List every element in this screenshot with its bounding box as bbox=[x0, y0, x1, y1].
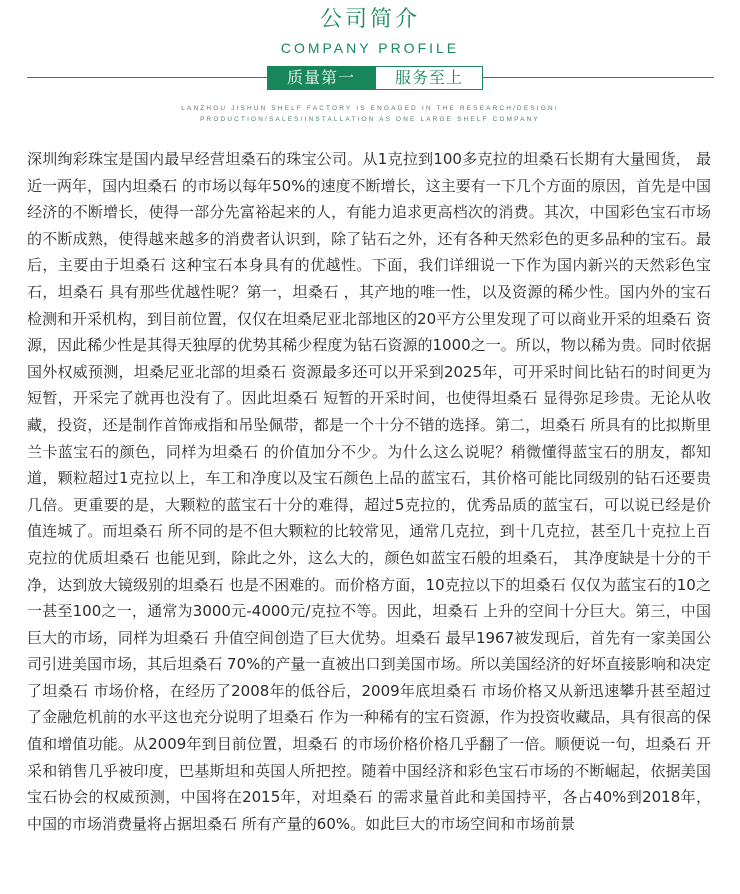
company-introduction-text: 深圳绚彩珠宝是国内最早经营坦桑石的珠宝公司。从1克拉到100多克拉的坦桑石长期有大量囤货， 最近一两年，国内坦桑石 的市场以每年50%的速度不断增长，这主要有一下几个方面的原因，首先是中国经济的不断增长，使得一部分先富裕起来的人，有能力追求更高档次的消费。其次，中国彩色宝石市场的不断成熟，使得越来越多的消费者认识到，除了钻石之外，还有各种天然彩色的更多品种的宝石。最后，主要由于坦桑石 这种宝石本身具有的优越性。下面，我们详细说一下作为国内新兴的天然彩色宝石，坦桑石 具有那些优越性呢？第一，坦桑石 ，其产地的唯一性，以及资源的稀少性。国内外的宝石检测和开采机构，到目前位置，仅仅在坦桑尼亚北部地区的20平方公里发现了可以商业开采的坦桑石 资源，因此稀少性是其得天独厚的优势其稀少程度为钻石资源的1000之一。所以，物以稀为贵。同时依据国外权威预测，坦桑尼亚北部的坦桑石 资源最多还可以开采到2025年，可开采时间比钻石的时间更为短暂，开采完了就再也没有了。因此坦桑石 短暂的开采时间，也使得坦桑石 显得弥足珍贵。无论从收藏，投资，还是制作首饰戒指和吊坠佩带，都是一个十分不错的选择。第二，坦桑石 所具有的比拟斯里兰卡蓝宝石的颜色，同样为坦桑石 的价值加分不少。为什么这么说呢？稍微懂得蓝宝石的朋友，都知道，颗粒超过1克拉以上，车工和净度以及宝石颜色上品的蓝宝石，其价格可能比同级别的钻石还要贵几倍。更重要的是，大颗粒的蓝宝石十分的难得，超过5克拉的，优秀品质的蓝宝石，可以说已经是价值连城了。而坦桑石 所不同的是不但大颗粒的比较常见，通常几克拉，到十几克拉，甚至几十克拉上百克拉的优质坦桑石 也能见到，除此之外，这么大的，颜色如蓝宝石般的坦桑石， 其净度缺是十分的干净，达到放大镜级别的坦桑石 也是不困难的。而价格方面，10克拉以下的坦桑石 仅仅为蓝宝石的10之一甚至100之一，通常为3000元-4000元/克拉不等。因此，坦桑石 上升的空间十分巨大。第三，中国巨大的市场，同样为坦桑石 升值空间创造了巨大优势。坦桑石 最早1967被发现后，首先有一家美国公司引进美国市场，其后坦桑石 70%的产量一直被出口到美国市场。所以美国经济的好坏直接影响和决定了坦桑石 市场价格，在经历了2008年的低谷后，2009年底坦桑石 市场价格又从新迅速攀升甚至超过了金融危机前的水平这也充分说明了坦桑石 作为一种稀有的宝石资源，作为投资收藏品，具有很高的保值和增值功能。从2009年到目前位置，坦桑石 的市场价格价格几乎翻了一倍。顺便说一句，坦桑石 开采和销售几乎被印度，巴基斯坦和英国人所把控。随着中国经济和彩色宝石市场的不断崛起，依据美国宝石协会的权威预测，中国将在2015年，对坦桑石 的需求量首此和美国持平，各占40%到2018年，中国的市场消费量将占据坦桑石 所有产量的60%。如此巨大的市场空间和市场前景 bbox=[27, 150, 711, 833]
service-first-label: 服务至上 bbox=[375, 66, 483, 90]
page-title: 公司简介 bbox=[319, 7, 420, 32]
tagline-line-1: LANZHOU JISHUN SHELF FACTORY IS ENGAGED IN THE RESEARCH/DESIGN/ bbox=[181, 105, 559, 112]
profile-header bbox=[0, 0, 740, 130]
tagline-line-2: PRODUCTION/SALES/INSTALLATION AS ONE LARGE SHELF COMPANY bbox=[200, 116, 540, 123]
quality-first-label: 质量第一 bbox=[267, 66, 375, 90]
page-subtitle: COMPANY PROFILE bbox=[280, 40, 460, 56]
company-tagline bbox=[150, 103, 590, 125]
